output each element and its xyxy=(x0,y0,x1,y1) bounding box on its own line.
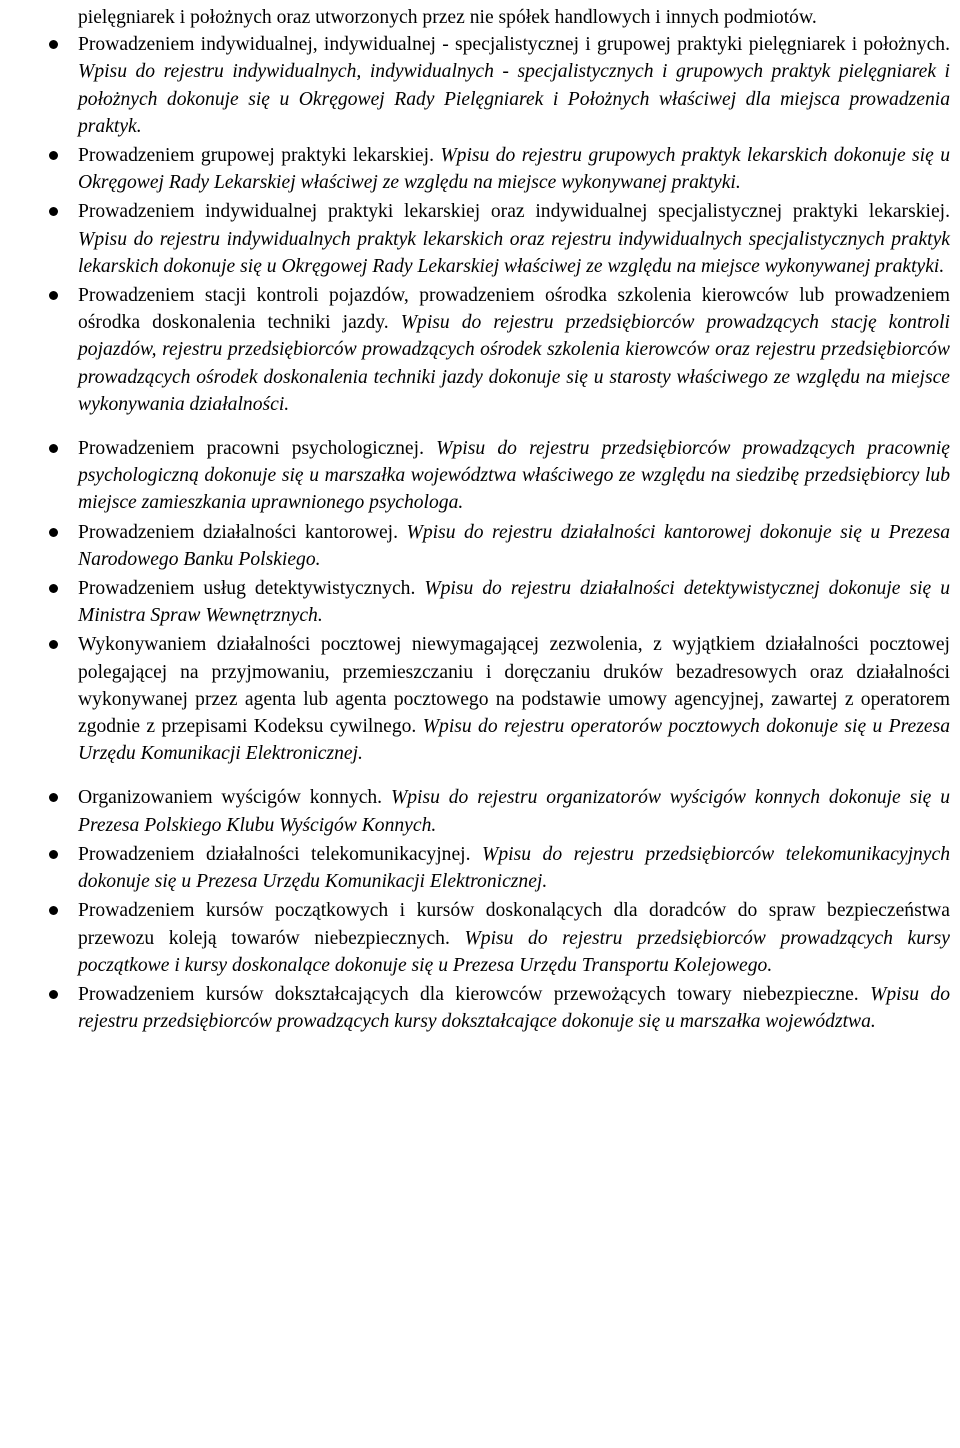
list-item xyxy=(78,435,950,517)
registry-note: Wpisu do rejestru działalności detektywistycznej dokonuje się u Ministra Spraw Wewnętrznych. xyxy=(78,578,950,627)
registry-note: Wpisu do rejestru przedsiębiorców prowadzących pracownię psychologiczną dokonuje się u marszałka województwa właściwego ze względu na siedzibę przedsiębiorcy lub miejsce zamieszkania uprawnionego psychologa. xyxy=(78,438,950,514)
activity-text: Prowadzeniem działalności kantorowej. xyxy=(78,521,407,543)
activity-text: Organizowaniem wyścigów konnych. xyxy=(78,787,391,809)
bullet-icon xyxy=(49,850,58,859)
list-item xyxy=(78,198,950,280)
bullet-icon xyxy=(49,291,58,300)
activity-text: Prowadzeniem stacji kontroli pojazdów, prowadzeniem ośrodka szkolenia kierowców lub prowadzeniem ośrodka doskonalenia techniki jazdy. xyxy=(78,285,950,334)
registry-note: Wpisu do rejestru grupowych praktyk lekarskich dokonuje się u Okręgowej Rady Lekarskiej właściwej ze względu na miejsce wykonywanej praktyki. xyxy=(78,145,951,194)
bullet-icon xyxy=(49,151,58,160)
activity-text: Prowadzeniem indywidualnej, indywidualnej - specjalistycznej i grupowej praktyki pielęgniarek i położnych. xyxy=(78,34,950,56)
list-item xyxy=(78,631,950,767)
activity-text: Prowadzeniem pracowni psychologicznej. xyxy=(78,438,437,460)
registry-note: Wpisu do rejestru działalności kantorowej dokonuje się u Prezesa Narodowego Banku Polskiego. xyxy=(78,521,950,570)
activity-text: Prowadzeniem grupowej praktyki lekarskiej. xyxy=(78,145,441,167)
bullet-icon xyxy=(49,640,58,649)
bullet-icon xyxy=(49,444,58,453)
list-item xyxy=(78,519,950,573)
bullet-icon xyxy=(49,207,58,216)
bullet-icon xyxy=(49,528,58,537)
list-item xyxy=(78,784,950,838)
list-item xyxy=(78,841,950,895)
bullet-icon xyxy=(49,793,58,802)
activity-text: Prowadzeniem usług detektywistycznych. xyxy=(78,578,425,600)
activity-text: Wykonywaniem działalności pocztowej niewymagającej zezwolenia, z wyjątkiem działalności pocztowej polegającej na przyjmowaniu, przemieszczaniu i doręczaniu druków bezadresowych oraz działalności wykonywanej przez agenta lub agenta pocztowego na podstawie umowy agencyjnej, zawartej z operatorem zgodnie z przepisami Kodeksu cywilnego. xyxy=(78,634,950,738)
bullet-icon xyxy=(49,906,58,915)
activity-text: Prowadzeniem działalności telekomunikacyjnej. xyxy=(78,843,483,865)
activity-text: Prowadzeniem kursów początkowych i kursów doskonalących dla doradców do spraw bezpieczeństwa przewozu koleją towarów niebezpiecznych. xyxy=(78,900,950,949)
list-item xyxy=(78,282,950,418)
registry-note: Wpisu do rejestru przedsiębiorców prowadzących kursy dokształcające dokonuje się u marszałka województwa. xyxy=(78,983,950,1033)
list-item xyxy=(78,575,950,629)
registry-note: Wpisu do rejestru przedsiębiorców prowadzących stację kontroli pojazdów, rejestru przedsiębiorców prowadzących ośrodek szkolenia kierowców oraz rejestru przedsiębiorców prowadzących ośrodek doskonalenia techniki jazdy dokonuje się u starosty właściwego ze względu na miejsce wykonywania działalności. xyxy=(78,312,950,415)
registration-list xyxy=(78,31,950,1035)
registry-note: Wpisu do rejestru operatorów pocztowych dokonuje się u Prezesa Urzędu Komunikacji Elektronicznej. xyxy=(78,716,950,765)
bullet-icon xyxy=(49,584,58,593)
registry-note: Wpisu do rejestru indywidualnych, indywidualnych - specjalistycznych i grupowych praktyk pielęgniarek i położnych dokonuje się u Okręgowej Rady Pielęgniarek i Położnych właściwej dla miejsca prowadzenia praktyk. xyxy=(78,61,950,137)
list-item xyxy=(78,981,950,1035)
intro-paragraph: pielęgniarek i położnych oraz utworzonych przez nie spółek handlowych i innych podmiotów. xyxy=(78,7,817,28)
list-item xyxy=(78,897,950,979)
bullet-icon xyxy=(49,40,58,49)
list-item xyxy=(78,142,950,196)
registry-note: Wpisu do rejestru przedsiębiorców prowadzących kursy początkowe i kursy doskonalące dokonuje się u Prezesa Urzędu Transportu Kolejowego. xyxy=(78,927,950,976)
bullet-icon xyxy=(49,990,58,999)
list-item xyxy=(78,31,950,140)
activity-text: Prowadzeniem indywidualnej praktyki lekarskiej oraz indywidualnej specjalistycznej praktyki lekarskiej. xyxy=(78,201,950,223)
registry-note: Wpisu do rejestru organizatorów wyścigów konnych dokonuje się u Prezesa Polskiego Klubu Wyścigów Konnych. xyxy=(78,787,951,836)
registry-note: Wpisu do rejestru przedsiębiorców telekomunikacyjnych dokonuje się u Prezesa Urzędu Komunikacji Elektronicznej. xyxy=(78,843,950,893)
registry-note: Wpisu do rejestru indywidualnych praktyk lekarskich oraz rejestru indywidualnych specjalistycznych praktyk lekarskich dokonuje się u Okręgowej Rady Lekarskiej właściwej ze względu na miejsce wykonywanej praktyki. xyxy=(78,228,950,277)
activity-text: Prowadzeniem kursów dokształcających dla kierowców przewożących towary niebezpieczne. xyxy=(78,983,871,1005)
